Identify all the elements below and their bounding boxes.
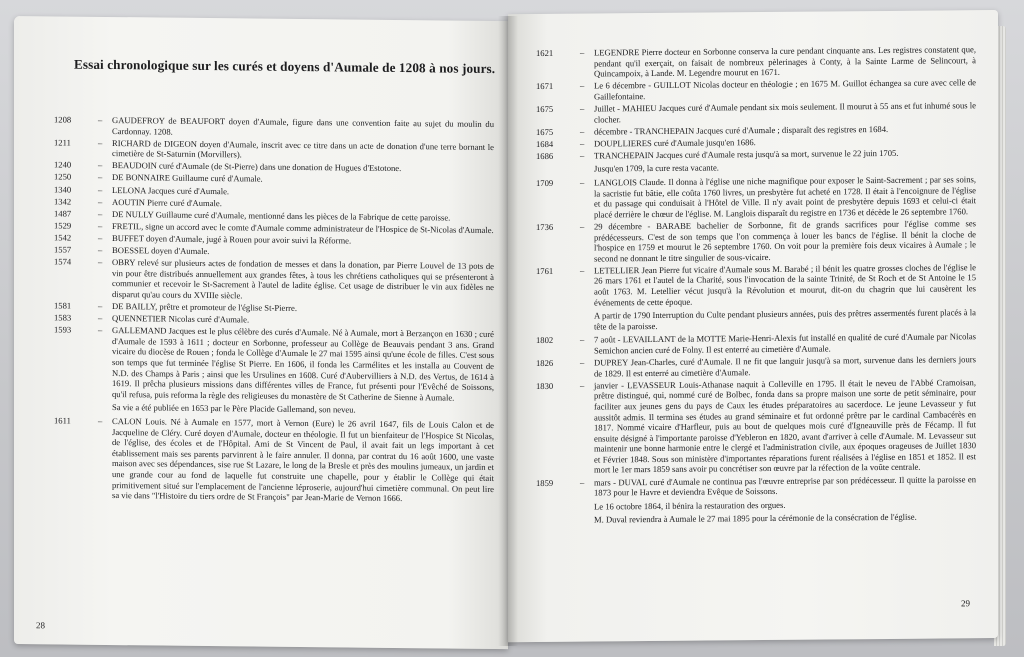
note-paragraph: A partir de 1790 Interruption du Culte pendant plusieurs années, puis des prêtres assermentés furent placés à la tête de la paroisse. — [594, 307, 976, 332]
entry-year: 1859 — [536, 477, 554, 488]
entry-text: 29 décembre - BARABE bachelier de Sorbonne, fit de grands sacrifices pour l'église comme ses prédécesseurs. C'est de son temps que l'on commença à louer les bancs de l'église. Il bénit la cloche de l'hospice en 1759 et mourut le 26 septembre 1760. On voit pour la première fois deux vicaires à Aumale ; le second ne donnant le titre singulier de sous-vicaire. — [594, 218, 976, 264]
entry-dash: – — [580, 47, 585, 58]
entry-year: 1557 — [54, 244, 72, 255]
entry-dash: – — [98, 325, 103, 336]
entry-text: RICHARD de DIGEON doyen d'Aumale, inscrit avec ce titre dans un acte de donation d'une terre bornant le cimetière de St-Saturnin (Morvillers). — [112, 137, 494, 160]
entry-year: 1208 — [54, 114, 72, 125]
entry-year: 1675 — [536, 103, 554, 115]
entry-text: OBRY relevé sur plusieurs actes de fondation de messes et dans la donation, par Pierre Louvel de 13 pots de vin pour être distribués annuellement aux grandes fêtes, à tous les chrétiens catholiques qui se présenteront à communier et recevoir le St-Sacrement à l'autel de ladite église. Cet usage de distribuer le vin aux fidèles ne disparut qu'au cours du XVIIIe siècle. — [112, 257, 494, 301]
book-gutter — [498, 16, 518, 646]
entry-text: LETELLIER Jean Pierre fut vicaire d'Aumale sous M. Barabé ; il bénit les quatre grosses cloches de l'église le 26 mars 1761 et l'autel de la Charité, sous l'invocation de la sainte Trinité, de St Roch et de St Antoine le 15 août 1763. M. Letellier vécut jusqu'à la Révolution et mourut, dit-on du chagrin que lui causèrent les événements de cette époque. — [594, 261, 976, 308]
entry-text: DE NULLY Guillaume curé d'Aumale, mentionné dans les pièces de la Fabrique de cette paroisse. — [112, 208, 451, 223]
entry-text: décembre - TRANCHEPAIN Jacques curé d'Aumale ; disparaît des registres en 1684. — [594, 123, 889, 137]
page-title: Essai chronologique sur les curés et doyens d'Aumale de 1208 à nos jours. — [74, 56, 496, 77]
chronology-entry — [536, 77, 976, 102]
entry-text: BEAUDOIN curé d'Aumale (de St-Pierre) dans une donation de Hugues d'Estotone. — [112, 160, 402, 174]
entry-dash: – — [580, 150, 585, 161]
entry-dash: – — [580, 138, 585, 149]
entry-text: FRETIL, signe un accord avec le comte d'Aumale comme administrateur de l'Hospice de St-Nicolas d'Aumale. — [112, 220, 494, 235]
entry-text: CALON Louis. Né à Aumale en 1577, mort à Vernon (Eure) le 26 avril 1647, fils de Louis Calon et de Jacqueline de Cléry. Curé doyen d'Aumale, docteur en théologie. Il fut un bienfaiteur de l'Hospice St Nicolas, de l'église, des écoles et de l'Hôpital. Ami de St Vincent de Paul, il avait fait un legs important à cet établissement mais ses parents parvinrent à le faire annuler. Il donna, par contrat du 16 août 1600, une vaste maison avec ses dépendances, sise rue St Lazare, le long de la Bresle et près des moulins jumeaux, un jardin et une grande cour au fond de laquelle fut construite une chapelle, pour y établir le Collège qui était primitivement situé sur l'emplacement de l'ancienne léproserie, aujourd'hui cimetière communal. On peut lire sa vie dans "l'Histoire du tiers ordre de St François" par Jean-Marie de Vernon 1666. — [112, 415, 494, 504]
entry-year: 1684 — [536, 138, 554, 149]
left-page — [14, 16, 508, 649]
entry-year: 1250 — [54, 171, 72, 183]
entry-year: 1611 — [54, 415, 71, 426]
entry-year: 1686 — [536, 150, 554, 161]
chronology-entry — [536, 44, 976, 80]
entry-dash: – — [580, 380, 585, 391]
entry-year: 1675 — [536, 126, 554, 137]
entry-text: Juillet - MAHIEU Jacques curé d'Aumale pendant six mois seulement. Il mourut à 55 ans et fut inhumé sous le clocher. — [594, 100, 976, 125]
entry-dash: – — [580, 357, 585, 368]
right-entries-list — [536, 44, 976, 529]
note-paragraph: Sa vie a été publiée en 1653 par le Père Placide Gallemand, son neveu. — [112, 402, 356, 415]
entry-dash: – — [580, 126, 585, 137]
entry-year: 1621 — [536, 47, 554, 59]
entry-dash: – — [98, 208, 103, 219]
chronology-entry — [536, 218, 976, 264]
page-number-right: 29 — [961, 598, 970, 609]
entry-dash: – — [580, 103, 585, 114]
chronology-entry — [54, 415, 494, 504]
entry-year: 1826 — [536, 357, 554, 369]
entry-year: 1487 — [54, 208, 72, 219]
right-page — [508, 10, 998, 642]
entry-text: LELONA Jacques curé d'Aumale. — [112, 184, 230, 196]
page-number-left: 28 — [36, 620, 45, 631]
chronology-entry — [54, 257, 494, 304]
left-entries-list — [54, 114, 494, 506]
entry-year: 1542 — [54, 232, 72, 243]
entry-year: 1802 — [536, 335, 554, 346]
entry-year: 1671 — [536, 81, 554, 92]
entry-dash: – — [98, 196, 103, 207]
entry-dash: – — [98, 415, 103, 426]
entry-year: 1574 — [54, 256, 72, 267]
chronology-entry — [54, 325, 494, 404]
entry-text: janvier - LEVASSEUR Louis-Athanase naquit à Colleville en 1795. Il était le neveu de l'Abbé Cramoisan, prêtre distingué, qui, nommé curé de Bolbec, fonda dans sa propre maison une sorte de petit séminaire, pour faciliter aux jeunes gens du pays de Caux les études préparatoires au sacerdoce. Le jeune Levasseur y fut aussitôt admis. Il termina ses études au grand séminaire et fut ordonné prêtre par le cardinal Cambacérès en 1817. Nommé vicaire d'Harfleur, puis au bout de quelques mois curé d'Igneauville près de Fécamp. Il fut ensuite désigné à l'importante paroisse d'Yebleron en 1820, avant d'arriver à celle d'Aumale. M. Levasseur sut maintenir une bonne harmonie entre le clergé et l'administration civile, aux époques orageuses de Juillet 1830 et Février 1848. Sous son ministère d'importantes réparations furent réalisées à l'église en 1851 et 1852. Il est mort le 1er mars 1859 sans avoir pu concrétiser son œuvre par la réfection de la voûte centrale. — [594, 376, 976, 475]
chronology-entry — [536, 332, 976, 357]
entry-dash: – — [98, 160, 103, 171]
entry-year: 1240 — [54, 159, 72, 170]
entry-dash: – — [98, 244, 103, 255]
note-paragraph: Le 16 octobre 1864, il bénira la restauration des orgues. — [594, 499, 786, 512]
note-paragraph: M. Duval reviendra à Aumale le 27 mai 1895 pour la cérémonie de la consécration de l'église. — [594, 512, 917, 525]
entry-year: 1583 — [54, 312, 72, 323]
entry-text: LANGLOIS Claude. Il donna à l'église une niche magnifique pour exposer le Saint-Sacrement ; par ses soins, la sacristie fut bâtie, elle coûta 1760 livres, un presbytère fut acheté en 1728. Il était à l'encoignure de l'église et du passage qui conduisait à l'Hôtel de Ville. Il n'y avait point de presbytère depuis 1693 et celui-ci était placé derrière le chœur de l'église. M. Langlois disparaît du registre en 1736 et décède le 26 septembre 1760. — [594, 174, 976, 220]
entry-dash: – — [98, 312, 103, 324]
entry-dash: – — [98, 184, 103, 195]
chronology-entry — [536, 174, 976, 220]
entry-text: BOESSEL doyen d'Aumale. — [112, 245, 210, 257]
entry-text: Le 6 décembre - GUILLOT Nicolas docteur en théologie ; en 1675 M. Guillot échangea sa cure avec celle de Gaillefontaine. — [594, 77, 976, 102]
entry-text: QUENNETIER Nicolas curé d'Aumale. — [112, 313, 250, 325]
entry-dash: – — [98, 257, 103, 268]
entry-text: DE BAILLY, prêtre et promoteur de l'église St-Pierre. — [112, 301, 298, 313]
entry-text: DE BONNAIRE Guillaume curé d'Aumale. — [112, 172, 263, 185]
entry-dash: – — [580, 221, 585, 232]
chronology-entry — [536, 354, 976, 379]
chronology-entry — [54, 114, 494, 140]
entry-year: 1342 — [54, 196, 72, 207]
entry-text: mars - DUVAL curé d'Aumale ne continua pas l'œuvre entreprise par son prédécesseur. Il quitte la paroisse en 1873 pour le Havre et deviendra Evêque de Soissons. — [594, 473, 976, 498]
chronology-entry — [536, 147, 976, 161]
entry-dash: – — [98, 232, 103, 243]
entry-dash: – — [98, 220, 103, 231]
entry-dash: – — [98, 300, 103, 311]
entry-dash: – — [98, 172, 103, 183]
entry-year: 1736 — [536, 221, 554, 232]
chronology-entry — [54, 137, 494, 163]
entry-year: 1340 — [54, 183, 72, 195]
entry-dash: – — [98, 114, 103, 125]
open-booklet — [14, 6, 1010, 654]
entry-text: DOUPLLIERES curé d'Aumale jusqu'en 1686. — [594, 136, 756, 149]
entry-year: 1529 — [54, 220, 72, 231]
entry-year: 1581 — [54, 300, 72, 311]
entry-dash: – — [580, 177, 585, 188]
entry-year: 1709 — [536, 177, 554, 189]
entry-text: 7 août - LEVAILLANT de la MOTTE Marie-Henri-Alexis fut installé en qualité de curé d'Aumale par Nicolas Semichon ancien curé de Folny. Il est enterré au cimetière d'Aumale. — [594, 331, 976, 356]
chronology-entry — [536, 377, 976, 476]
entry-text: BUFFET doyen d'Aumale, jugé à Rouen pour avoir suivi la Réforme. — [112, 232, 352, 246]
entry-year: 1761 — [536, 265, 554, 276]
chronology-entry — [536, 100, 976, 125]
entry-text: GALLEMAND Jacques est le plus célèbre des curés d'Aumale. Né à Aumale, mort à Berzançon en 1630 ; curé d'Aumale de 1593 à 1611 ; docteur en Sorbonne, professeur au Collège de Beauvais pendant 3 ans. Grand vicaire du diocèse de Rouen ; fonda le Collège d'Aumale le 27 mai 1595 ainsi qu'une école de filles. C'est sous son temps que fut terminée l'église St Pierre. En 1606, il fonda les Carmélites et les installa au Couvent de N.D. des Champs à Paris ; ainsi que les Ursulines en 1608. Curé d'Aubervilliers à N.D. des Vertus, de 1614 à 1619. Il prêcha plusieurs missions dans différentes villes de France, fut présenti pour l'Evêché de Soissons, qu'il refusa, puis reforma la règle des religieuses du monastère de St Catherine de Sienne à Aumale. — [112, 325, 494, 403]
entry-dash: – — [580, 477, 585, 488]
entry-text: GAUDEFROY de BEAUFORT doyen d'Aumale, figure dans une convention faite au sujet du moulin du Cardonnay. 1208. — [112, 115, 494, 137]
entry-text: TRANCHEPAIN Jacques curé d'Aumale resta jusqu'à sa mort, survenue le 22 juin 1705. — [594, 147, 899, 161]
entry-year: 1593 — [54, 324, 72, 335]
entry-dash: – — [580, 334, 585, 345]
entry-text: AOUTIN Pierre curé d'Aumale. — [112, 196, 222, 208]
note-paragraph: Jusqu'en 1709, la cure resta vacante. — [594, 162, 719, 174]
entry-year: 1830 — [536, 380, 554, 391]
chronology-entry — [536, 474, 976, 499]
entry-dash: – — [580, 265, 585, 276]
chronology-entry — [536, 262, 976, 308]
entry-dash: – — [580, 80, 585, 91]
entry-dash: – — [98, 137, 103, 148]
entry-text: LEGENDRE Pierre docteur en Sorbonne conserva la cure pendant cinquante ans. Les registres constatent que, pendant qu'il exerçait, on faisait de nombreux pèlerinages à Conty, à la Sainte Larme de Selincourt, à Quincampoix, à Lande. M. Legendre mourut en 1671. — [594, 44, 976, 79]
entry-text: DUPREY Jean-Charles, curé d'Aumale. Il ne fit que languir jusqu'à sa mort, survenue dans les derniers jours de 1829. Il est enterré au cimetière d'Aumale. — [594, 354, 976, 379]
entry-year: 1211 — [54, 137, 71, 148]
